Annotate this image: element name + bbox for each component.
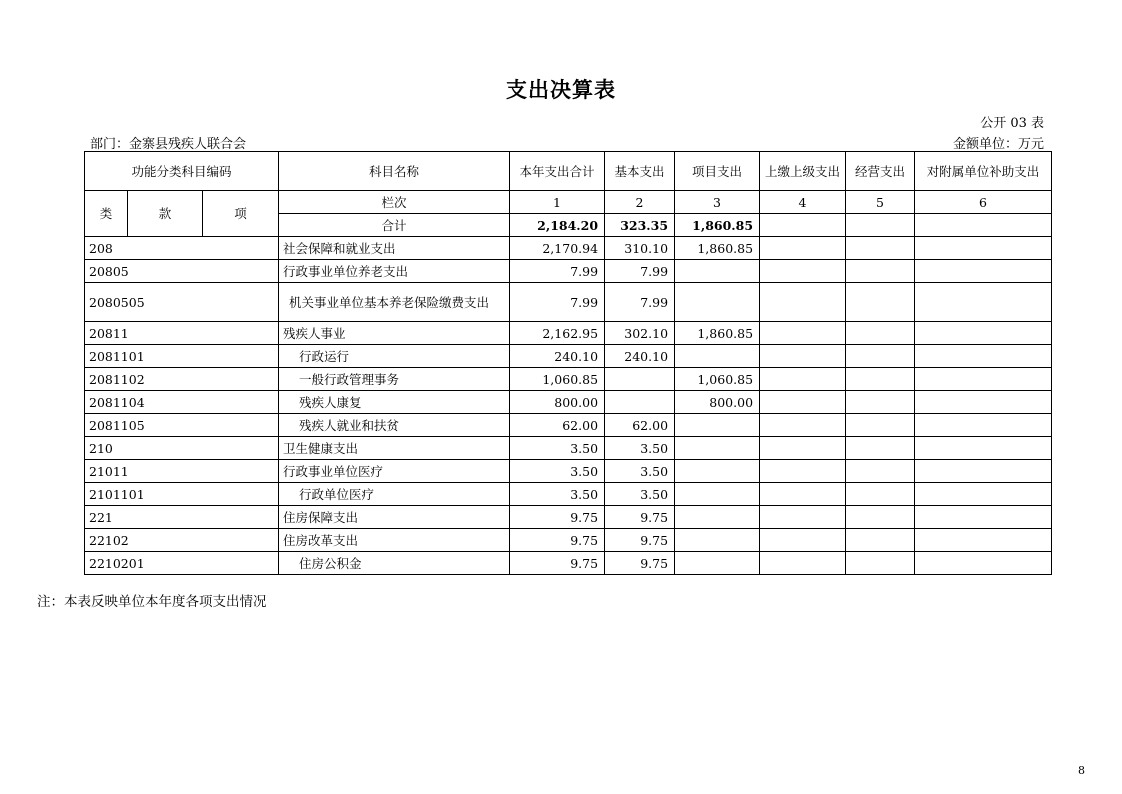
- row-code: 208: [85, 237, 279, 260]
- row-code: 2080505: [85, 283, 279, 322]
- row-basic: [605, 368, 675, 391]
- row-project: 800.00: [675, 391, 760, 414]
- row-project: 1,060.85: [675, 368, 760, 391]
- row-upper: [760, 529, 846, 552]
- row-code: 20811: [85, 322, 279, 345]
- row-project: [675, 506, 760, 529]
- row-upper: [760, 391, 846, 414]
- row-subsidy: [915, 460, 1052, 483]
- row-total: 2,170.94: [510, 237, 605, 260]
- row-basic: 9.75: [605, 552, 675, 575]
- row-upper: [760, 283, 846, 322]
- row-upper: [760, 437, 846, 460]
- lanci-row: [85, 191, 1052, 214]
- row-upper: [760, 368, 846, 391]
- row-project: 1,860.85: [675, 322, 760, 345]
- row-subject-name: 残疾人康复: [279, 391, 510, 414]
- row-upper: [760, 414, 846, 437]
- row-project: [675, 260, 760, 283]
- row-subject-name: 卫生健康支出: [279, 437, 510, 460]
- row-subject-name: 行政事业单位养老支出: [279, 260, 510, 283]
- header-business: 经营支出: [846, 152, 915, 191]
- table-row: [85, 322, 1052, 345]
- row-subject-name: 机关事业单位基本养老保险缴费支出: [279, 283, 510, 322]
- row-business: [846, 414, 915, 437]
- department-label: 部门：金寨县残疾人联合会: [90, 137, 247, 152]
- row-project: [675, 414, 760, 437]
- row-basic: 7.99: [605, 283, 675, 322]
- table-row: [85, 260, 1052, 283]
- row-business: [846, 368, 915, 391]
- row-business: [846, 552, 915, 575]
- row-business: [846, 345, 915, 368]
- page-number: 8: [1078, 764, 1085, 777]
- table-body: [85, 152, 1052, 575]
- row-code: 2081102: [85, 368, 279, 391]
- row-total: 62.00: [510, 414, 605, 437]
- header-xiang: 项: [203, 191, 279, 237]
- page-title: 支出决算表: [506, 78, 616, 102]
- row-total: 9.75: [510, 529, 605, 552]
- row-subject-name: 残疾人就业和扶贫: [279, 414, 510, 437]
- row-upper: [760, 552, 846, 575]
- row-project: 1,860.85: [675, 237, 760, 260]
- row-basic: 62.00: [605, 414, 675, 437]
- table-row: [85, 460, 1052, 483]
- col-number-1: 1: [510, 191, 605, 214]
- row-code: 2081104: [85, 391, 279, 414]
- row-business: [846, 322, 915, 345]
- form-number: 公开 03 表: [980, 116, 1044, 131]
- sum-basic: 323.35: [605, 214, 675, 237]
- table-row: [85, 345, 1052, 368]
- row-business: [846, 437, 915, 460]
- row-subsidy: [915, 437, 1052, 460]
- header-row: [85, 152, 1052, 191]
- row-upper: [760, 506, 846, 529]
- row-total: 1,060.85: [510, 368, 605, 391]
- header-func-code: 功能分类科目编码: [85, 152, 279, 191]
- table-row: [85, 506, 1052, 529]
- header-subject: 科目名称: [279, 152, 510, 191]
- row-basic: 7.99: [605, 260, 675, 283]
- table-row: [85, 414, 1052, 437]
- col-number-5: 5: [846, 191, 915, 214]
- row-basic: 3.50: [605, 437, 675, 460]
- row-subject-name: 住房公积金: [279, 552, 510, 575]
- row-total: 240.10: [510, 345, 605, 368]
- table-row: [85, 437, 1052, 460]
- row-subject-name: 一般行政管理事务: [279, 368, 510, 391]
- row-subsidy: [915, 529, 1052, 552]
- row-total: 800.00: [510, 391, 605, 414]
- row-subject-name: 住房保障支出: [279, 506, 510, 529]
- sum-subsidy: [915, 214, 1052, 237]
- row-subsidy: [915, 260, 1052, 283]
- row-subject-name: 行政事业单位医疗: [279, 460, 510, 483]
- row-total: 3.50: [510, 483, 605, 506]
- row-total: 7.99: [510, 283, 605, 322]
- row-total: 2,162.95: [510, 322, 605, 345]
- row-project: [675, 437, 760, 460]
- row-upper: [760, 460, 846, 483]
- row-upper: [760, 345, 846, 368]
- row-code: 2081105: [85, 414, 279, 437]
- row-subject-name: 住房改革支出: [279, 529, 510, 552]
- row-business: [846, 460, 915, 483]
- col-number-2: 2: [605, 191, 675, 214]
- row-subsidy: [915, 237, 1052, 260]
- row-basic: 9.75: [605, 529, 675, 552]
- row-basic: 240.10: [605, 345, 675, 368]
- row-project: [675, 529, 760, 552]
- header-basic: 基本支出: [605, 152, 675, 191]
- header-upper: 上缴上级支出: [760, 152, 846, 191]
- row-basic: 310.10: [605, 237, 675, 260]
- table-row: [85, 552, 1052, 575]
- row-code: 2101101: [85, 483, 279, 506]
- row-project: [675, 552, 760, 575]
- row-subsidy: [915, 345, 1052, 368]
- expenditure-table: [84, 151, 1052, 575]
- amount-unit-label: 金额单位：万元: [952, 137, 1044, 152]
- sum-upper: [760, 214, 846, 237]
- row-project: [675, 283, 760, 322]
- table-note: 注：本表反映单位本年度各项支出情况: [37, 594, 267, 610]
- row-business: [846, 283, 915, 322]
- row-subsidy: [915, 414, 1052, 437]
- row-subject-name: 行政运行: [279, 345, 510, 368]
- row-code: 21011: [85, 460, 279, 483]
- row-total: 9.75: [510, 506, 605, 529]
- col-number-4: 4: [760, 191, 846, 214]
- row-project: [675, 460, 760, 483]
- row-basic: [605, 391, 675, 414]
- row-code: 210: [85, 437, 279, 460]
- table-row: [85, 237, 1052, 260]
- row-business: [846, 237, 915, 260]
- sum-project: 1,860.85: [675, 214, 760, 237]
- row-basic: 3.50: [605, 460, 675, 483]
- row-subject-name: 行政单位医疗: [279, 483, 510, 506]
- sum-label: 合计: [279, 214, 510, 237]
- header-lei: 类: [85, 191, 128, 237]
- row-subject-name: 社会保障和就业支出: [279, 237, 510, 260]
- row-upper: [760, 483, 846, 506]
- row-code: 221: [85, 506, 279, 529]
- row-total: 3.50: [510, 437, 605, 460]
- header-total: 本年支出合计: [510, 152, 605, 191]
- col-number-3: 3: [675, 191, 760, 214]
- row-upper: [760, 260, 846, 283]
- row-subsidy: [915, 506, 1052, 529]
- row-subsidy: [915, 283, 1052, 322]
- row-business: [846, 483, 915, 506]
- header-lanci: 栏次: [279, 191, 510, 214]
- sum-total: 2,184.20: [510, 214, 605, 237]
- row-basic: 302.10: [605, 322, 675, 345]
- row-subsidy: [915, 391, 1052, 414]
- col-number-6: 6: [915, 191, 1052, 214]
- sum-business: [846, 214, 915, 237]
- table-row: [85, 529, 1052, 552]
- row-upper: [760, 322, 846, 345]
- row-business: [846, 506, 915, 529]
- table-row: [85, 283, 1052, 322]
- header-kuan: 款: [128, 191, 203, 237]
- table-row: [85, 391, 1052, 414]
- header-project: 项目支出: [675, 152, 760, 191]
- row-subsidy: [915, 368, 1052, 391]
- row-code: 20805: [85, 260, 279, 283]
- table-row: [85, 368, 1052, 391]
- row-business: [846, 391, 915, 414]
- header-subsidy: 对附属单位补助支出: [915, 152, 1052, 191]
- row-code: 2081101: [85, 345, 279, 368]
- row-total: 9.75: [510, 552, 605, 575]
- row-basic: 9.75: [605, 506, 675, 529]
- row-code: 22102: [85, 529, 279, 552]
- table-row: [85, 483, 1052, 506]
- row-project: [675, 345, 760, 368]
- row-upper: [760, 237, 846, 260]
- row-subsidy: [915, 483, 1052, 506]
- row-business: [846, 529, 915, 552]
- row-code: 2210201: [85, 552, 279, 575]
- row-subsidy: [915, 552, 1052, 575]
- row-subsidy: [915, 322, 1052, 345]
- row-total: 3.50: [510, 460, 605, 483]
- row-subject-name: 残疾人事业: [279, 322, 510, 345]
- row-business: [846, 260, 915, 283]
- row-basic: 3.50: [605, 483, 675, 506]
- row-project: [675, 483, 760, 506]
- row-total: 7.99: [510, 260, 605, 283]
